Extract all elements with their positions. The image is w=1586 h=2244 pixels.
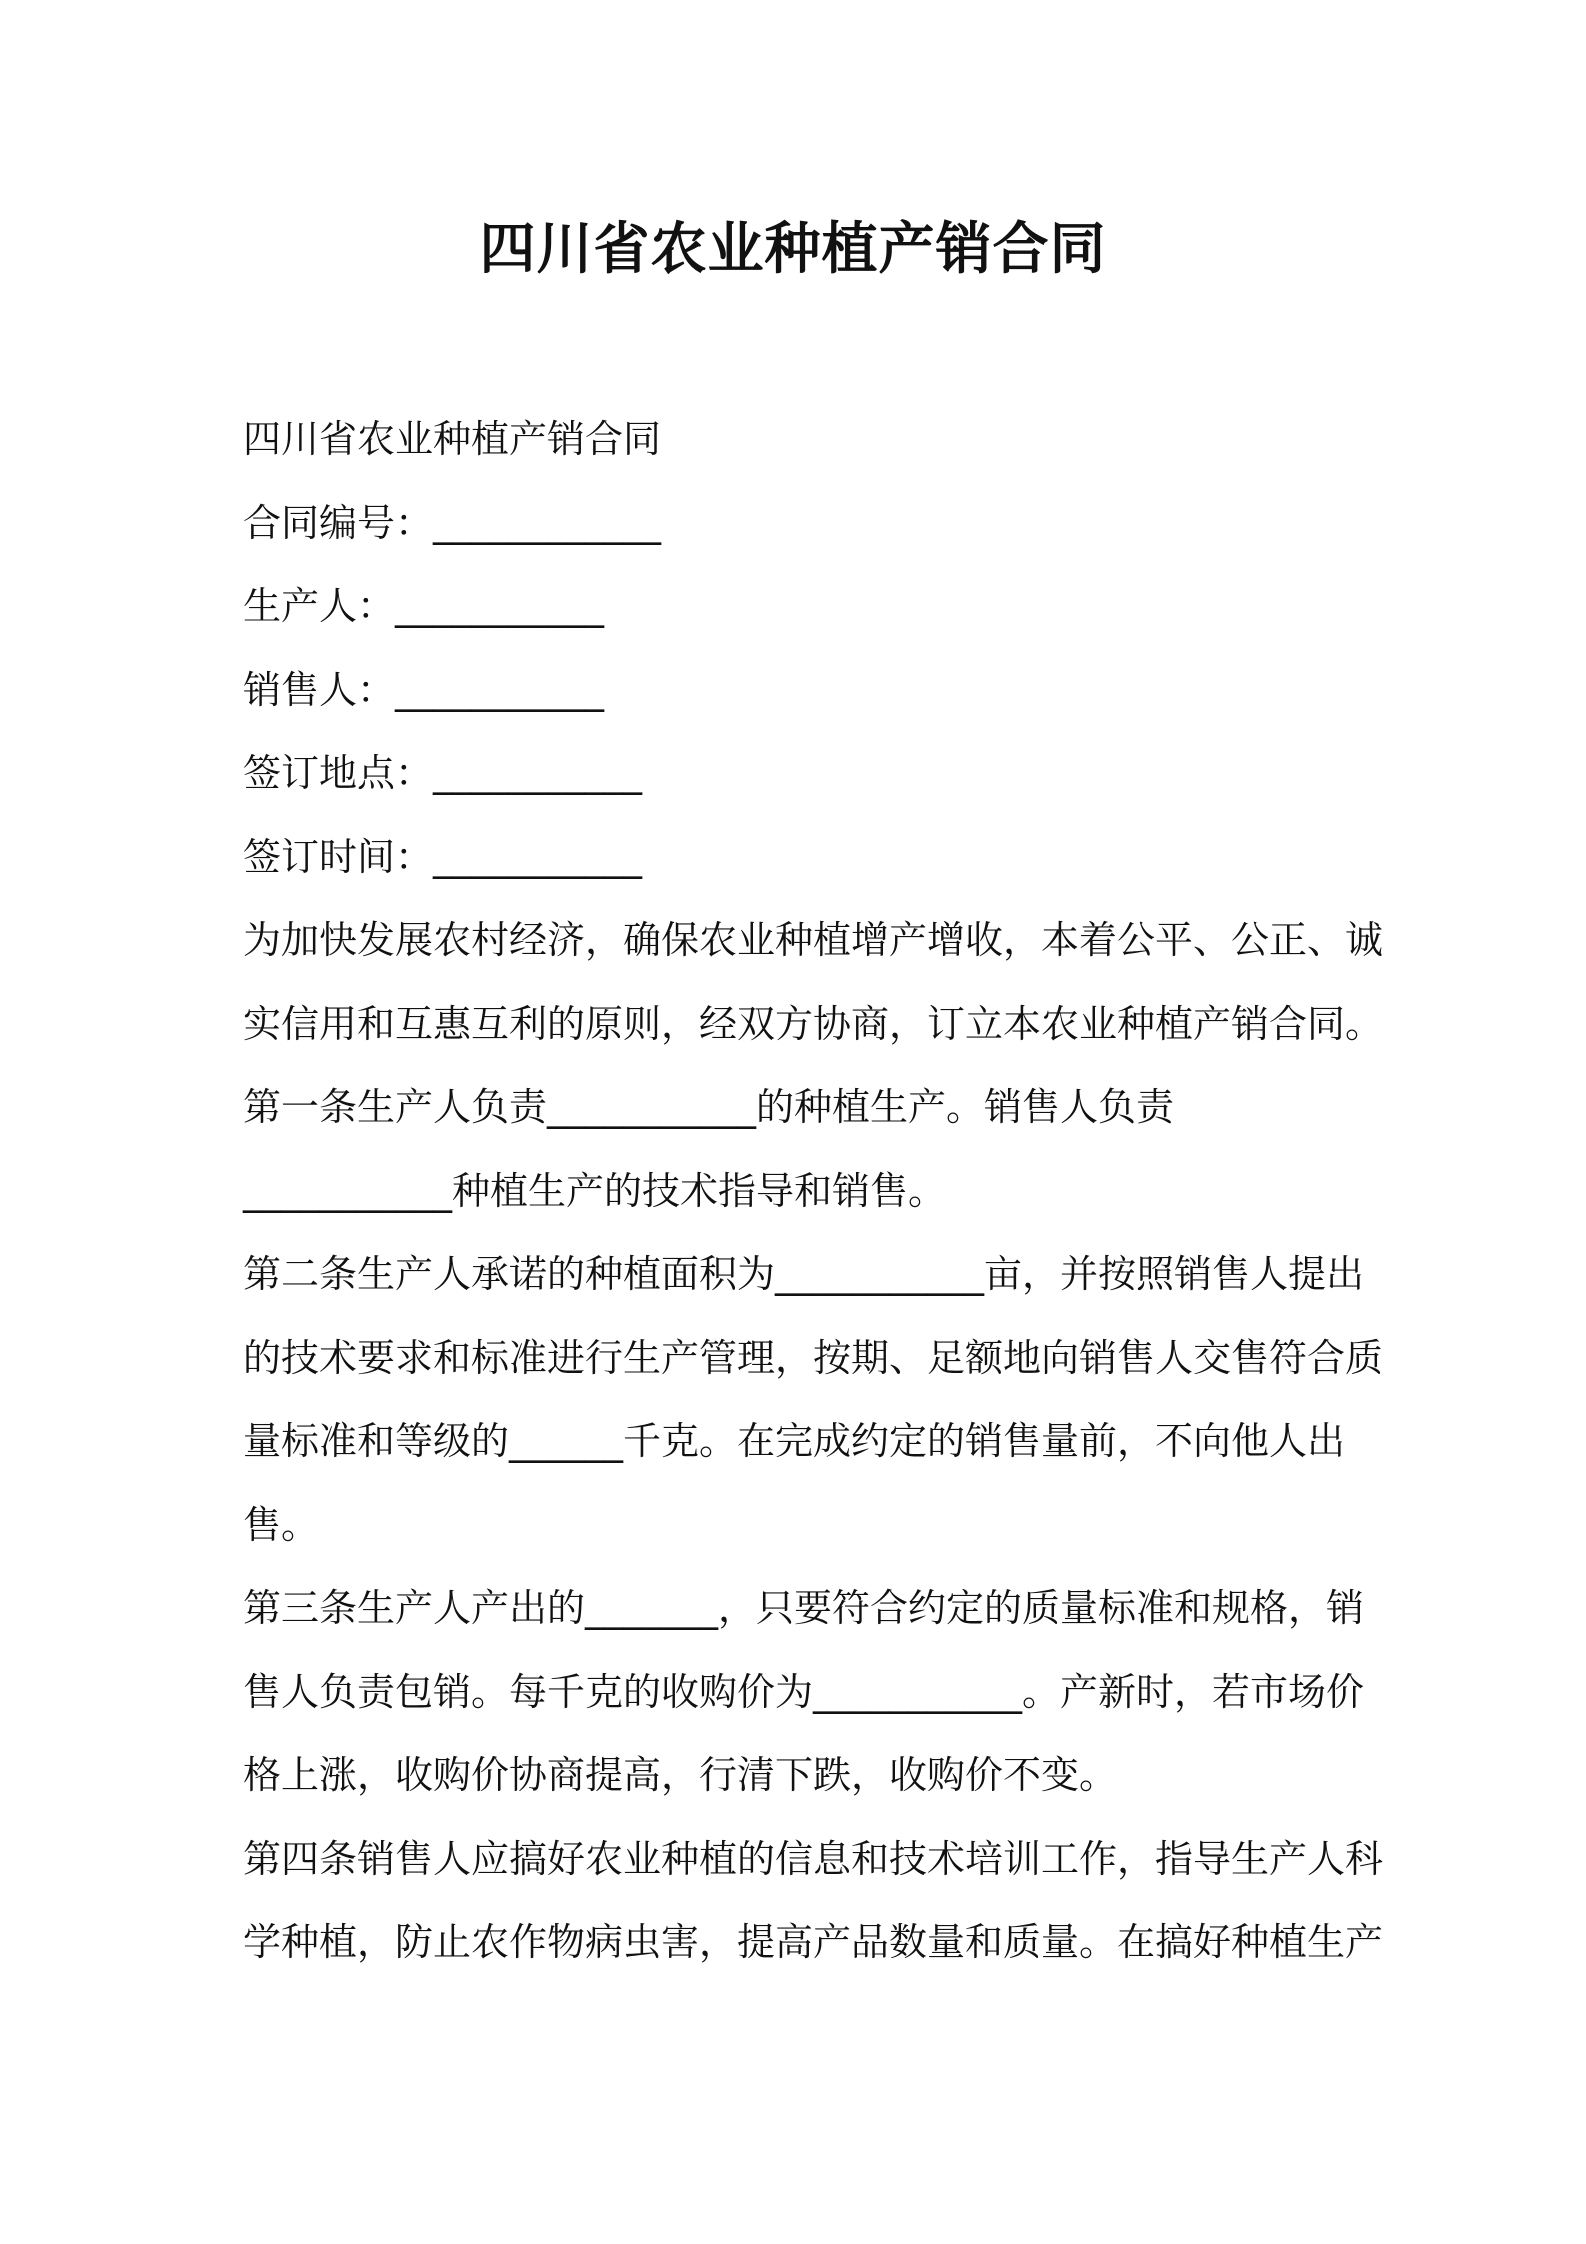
article-1-line: ___________种植生产的技术指导和销售。 [243, 1168, 947, 1213]
article-1-line: 第一条生产人负责___________的种植生产。销售人负责 [243, 1085, 1175, 1129]
article-2-line: 量标准和等级的______千克。在完成约定的销售量前，不向他人出 [243, 1419, 1346, 1463]
signing-time-field: 签订时间：___________ [243, 834, 643, 879]
article-2-line: 的技术要求和标准进行生产管理，按期、足额地向销售人交售符合质 [243, 1335, 1384, 1380]
signing-location-field: 签订地点：___________ [243, 751, 643, 795]
producer-field: 生产人：___________ [243, 584, 605, 628]
document-body [243, 398, 1384, 1985]
preamble-line: 为加快发展农村经济，确保农业种植增产增收，本着公平、公正、诚 [243, 918, 1384, 962]
article-3-line: 售人负责包销。每千克的收购价为___________。产新时，若市场价 [243, 1669, 1365, 1714]
preamble-line: 实信用和互惠互利的原则，经双方协商，订立本农业种植产销合同。 [243, 1001, 1384, 1046]
seller-field: 销售人：___________ [243, 667, 605, 712]
article-4-line: 第四条销售人应搞好农业种植的信息和技术培训工作，指导生产人科 [243, 1836, 1384, 1881]
article-4-line: 学种植，防止农作物病虫害，提高产品数量和质量。在搞好种植生产 [243, 1920, 1384, 1964]
subtitle-line: 四川省农业种植产销合同 [243, 417, 662, 461]
document-title: 四川省农业种植产销合同 [479, 217, 1107, 282]
contract-number-field: 合同编号：____________ [243, 500, 662, 545]
article-3-line: 第三条生产人产出的_______，只要符合约定的质量标准和规格，销 [243, 1586, 1365, 1630]
article-2-line: 售。 [243, 1502, 320, 1547]
article-2-line: 第二条生产人承诺的种植面积为___________亩，并按照销售人提出 [243, 1252, 1365, 1296]
article-3-line: 格上涨，收购价协商提高，行清下跌，收购价不变。 [243, 1753, 1118, 1797]
